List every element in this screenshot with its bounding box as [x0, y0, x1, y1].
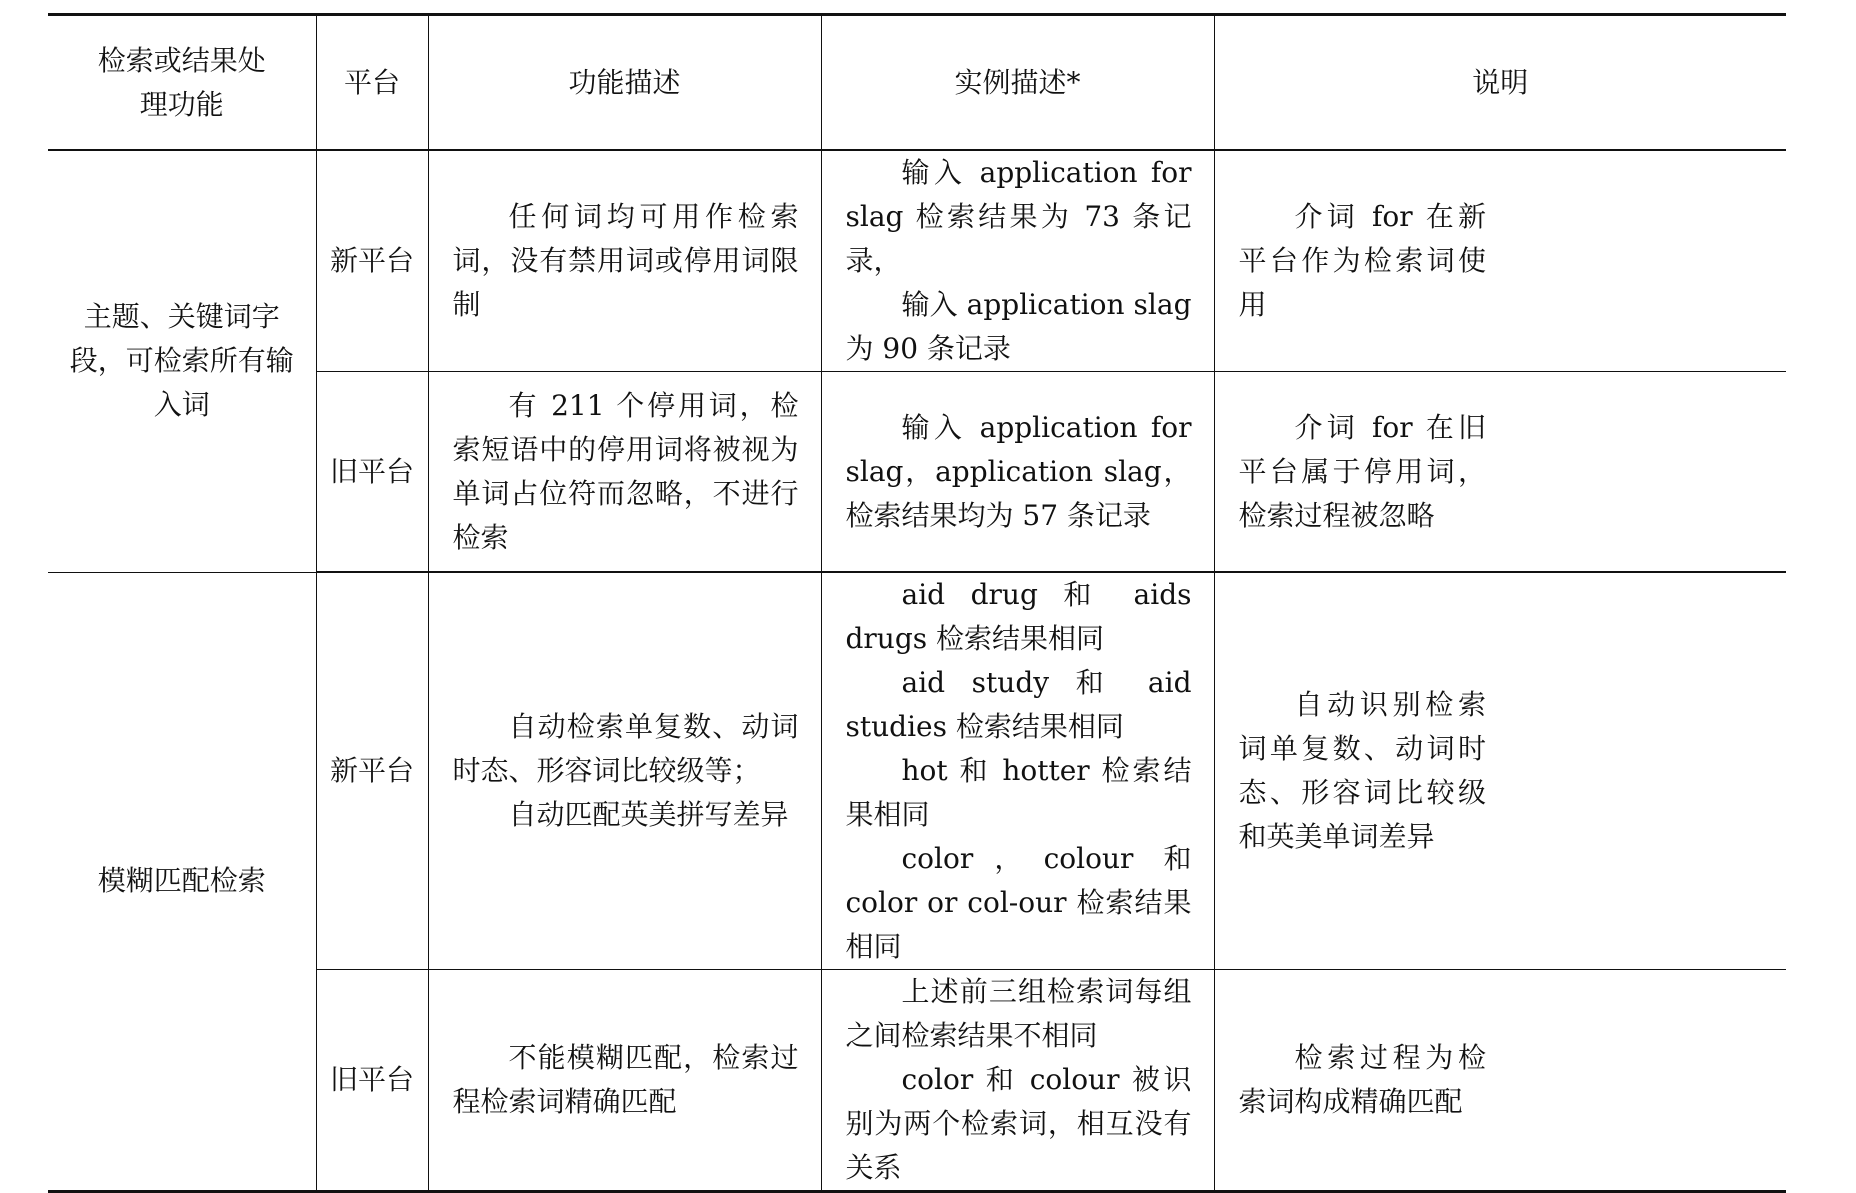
table-row [48, 150, 1786, 372]
platform-cell: 新平台 [316, 572, 428, 970]
header-platform: 平台 [316, 15, 428, 151]
header-row [48, 15, 1786, 151]
category-cell: 模糊匹配检索 [48, 572, 316, 1192]
example-cell: 上述前三组检索词每组之间检索结果不相同 color 和 colour 被识别为两个检索词，相互没有关系 [821, 970, 1214, 1192]
function-cell: 不能模糊匹配，检索过程检索词精确匹配 [428, 970, 821, 1192]
header-notes: 说明 [1214, 15, 1786, 151]
function-cell: 有 211 个停用词，检索短语中的停用词将被视为单词占位符而忽略，不进行检索 [428, 372, 821, 573]
note-cell: 介词 for 在新平台作为检索词使用 [1214, 150, 1786, 372]
category-cell: 主题、关键词字段，可检索所有输入词 [48, 150, 316, 572]
platform-cell: 旧平台 [316, 970, 428, 1192]
example-cell: 输入 application for slag，application slag，检索结果均为 57 条记录 [821, 372, 1214, 573]
table-row [48, 572, 1786, 970]
note-cell: 自动识别检索词单复数、动词时态、形容词比较级和英美单词差异 [1214, 572, 1786, 970]
example-cell: aid drug 和 aids drugs 检索结果相同 aid study 和 aid studies 检索结果相同 hot 和 hotter 检索结果相同 color，colour 和 color or col-our 检索结果相同 [821, 572, 1214, 970]
function-cell: 自动检索单复数、动词时态、形容词比较级等； 自动匹配英美拼写差异 [428, 572, 821, 970]
header-function-category: 检索或结果处理功能 [48, 15, 316, 151]
platform-cell: 新平台 [316, 150, 428, 372]
header-function-description: 功能描述 [428, 15, 821, 151]
example-cell: 输入 application for slag 检索结果为 73 条记录， 输入 application slag 为 90 条记录 [821, 150, 1214, 372]
function-cell: 任何词均可用作检索词，没有禁用词或停用词限制 [428, 150, 821, 372]
comparison-table [48, 13, 1786, 1193]
platform-cell: 旧平台 [316, 372, 428, 573]
note-cell: 检索过程为检索词构成精确匹配 [1214, 970, 1786, 1192]
note-cell: 介词 for 在旧平台属于停用词，检索过程被忽略 [1214, 372, 1786, 573]
header-example-description: 实例描述* [821, 15, 1214, 151]
